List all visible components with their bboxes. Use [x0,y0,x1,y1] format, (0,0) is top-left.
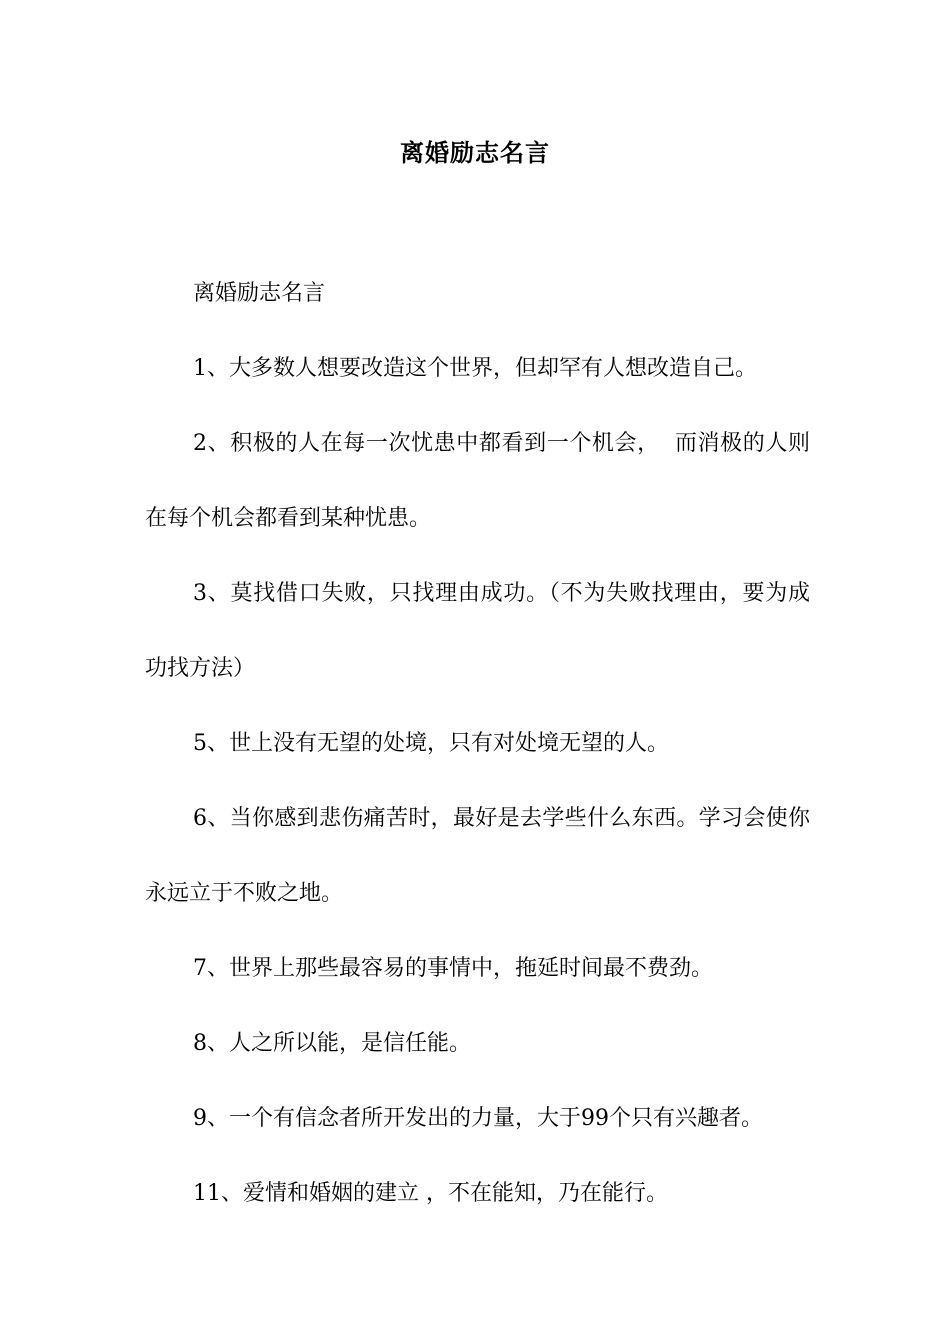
paragraph-heading: 离婚励志名言 [193,281,326,306]
quote-paragraph-9: 9、一个有信念者所开发出的力量，大于99个只有兴趣者。 [193,1106,763,1131]
quote-paragraph-8: 8、人之所以能，是信任能。 [193,1031,471,1056]
document-title: 离婚励志名言 [400,138,550,167]
quote-paragraph-1: 1、大多数人想要改造这个世界，但却罕有人想改造自己。 [193,356,757,381]
quote-paragraph-2: 2、积极的人在每一次忧患中都看到一个机会， 而消极的人则在每个机会都看到某种忧患。 [145,431,810,531]
quote-paragraph-3: 3、莫找借口失败，只找理由成功。（不为失败找理由，要为成功找方法） [145,581,810,681]
quote-paragraph-7: 7、世界上那些最容易的事情中，拖延时间最不费劲。 [193,956,713,981]
document-body [145,256,810,1231]
quote-paragraph-5: 5、世上没有无望的处境，只有对处境无望的人。 [193,731,669,756]
quote-paragraph-11: 11、爱情和婚姻的建立 ，不在能知，乃在能行。 [193,1181,668,1206]
quote-paragraph-6: 6、当你感到悲伤痛苦时，最好是去学些什么东西。学习会使你永远立于不败之地。 [145,806,810,906]
